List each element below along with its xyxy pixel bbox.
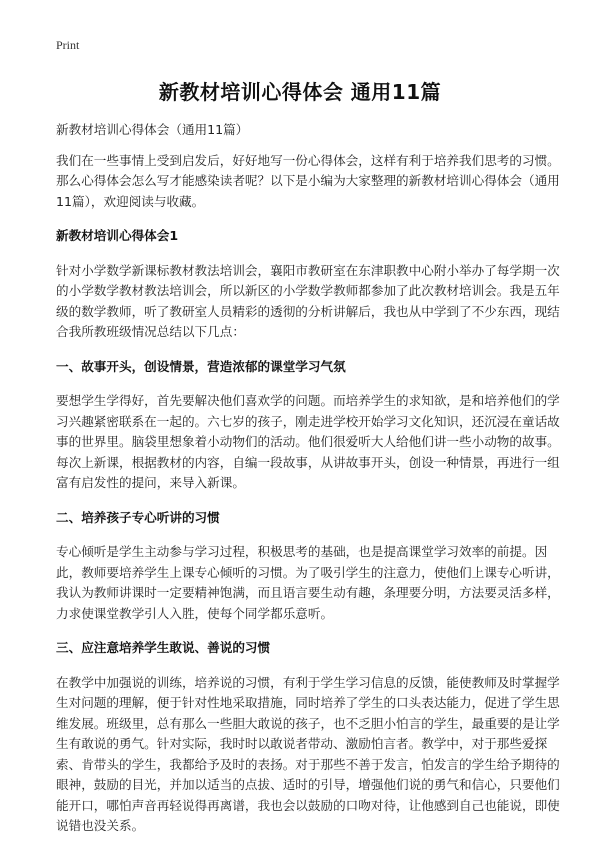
section1-paragraph: 针对小学数学新课标教材教法培训会，襄阳市教研室在东津职教中心附小举办了每学期一次的小学数学教材教法培训会，所以新区的小学数学教师都参加了此次教材培训会。我是五年级的数学教师，听了教研室人员精彩的透彻的分析讲解后，我也从中学到了不少东西，现结合我所教班级情况总结以下几点：: [56, 262, 560, 339]
intro-paragraph: 我们在一些事情上受到启发后，好好地写一份心得体会，这样有利于培养我们思考的习惯。那么心得体会怎么写才能感染读者呢？以下是小编为大家整理的新教材培训心得体会（通用11篇），欢迎阅读与收藏。: [56, 152, 560, 209]
section1-heading: 新教材培训心得体会1: [56, 228, 179, 243]
point1-heading: 一、故事开头，创设情景，营造浓郁的课堂学习气氛: [56, 358, 346, 374]
point3-paragraph: 在教学中加强说的训练，培养说的习惯，有利于学生学习信息的反馈，能使教师及时掌握学生对问题的理解，便于针对性地采取措施，同时培养了学生的口头表达能力，促进了学生思维发展。班级里，总有那么一些胆大敢说的孩子，也不乏胆小怕言的学生，最重要的是让学生有敢说的勇气。针对实际，我时时以敢说者带动、激励怕言者。教学中，对于那些爱探索、肯带头的学生，我都给予及时的表扬。对于那些不善于发言，怕发言的学生给予期待的眼神，鼓励的目光，并加以适当的点拔、适时的引导，增强他们说的勇气和信心，只要他们能开口，哪怕声音再轻说得再离谱，我也会以鼓励的口吻对待，让他感到自己也能说，即使说错也没关系。: [56, 674, 560, 833]
article-subtitle: 新教材培训心得体会（通用11篇）: [56, 122, 249, 137]
page-title: 新教材培训心得体会 通用11篇: [158, 80, 442, 104]
point3-heading: 三、应注意培养学生敢说、善说的习惯: [56, 640, 271, 655]
print-link[interactable]: Print: [56, 38, 80, 52]
article-body: [56, 120, 560, 851]
point2-heading: 二、培养孩子专心听讲的习惯: [56, 509, 220, 525]
point2-paragraph: 专心倾听是学生主动参与学习过程，积极思考的基础，也是提高课堂学习效率的前提。因此，教师要培养学生上课专心倾听的习惯。为了吸引学生的注意力，使他们上课专心听讲，我认为教师讲课时一定要精神饱满，而且语言要生动有趣，条理要分明，方法要灵活多样，力求使课堂教学引人入胜，使每个同学都乐意听。: [56, 544, 560, 621]
point1-paragraph: 要想学生学得好，首先要解决他们喜欢学的问题。而培养学生的求知欲，是和培养他们的学习兴趣紧密联系在一起的。六七岁的孩子，刚走进学校开始学习文化知识，还沉浸在童话故事的世界里。脑袋里想象着小动物们的活动。他们很爱听大人给他们讲一些小动物的故事。每次上新课，根据教材的内容，自编一段故事，从讲故事开头，创设一种情景，再进行一组富有启发性的提问，来导入新课。: [56, 393, 560, 490]
